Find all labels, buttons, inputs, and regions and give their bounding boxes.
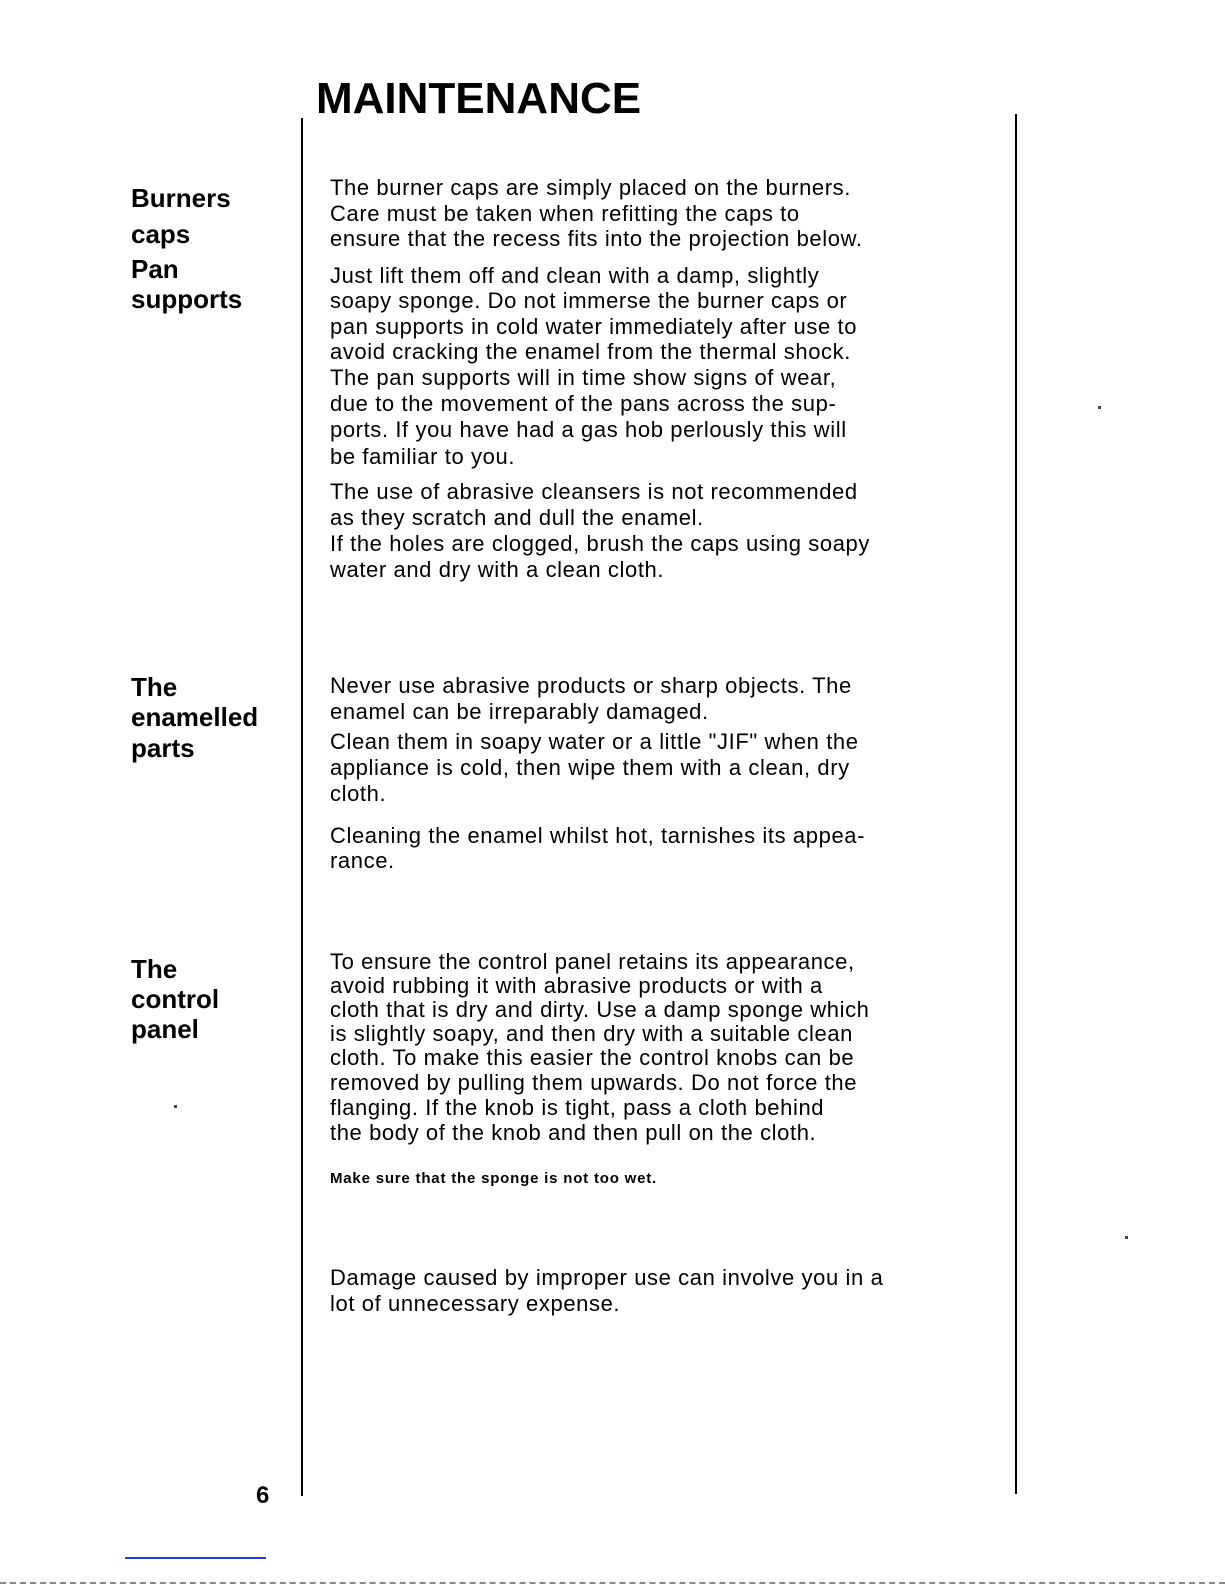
section-heading: panel	[131, 1014, 199, 1044]
note-text: Make sure that the sponge is not too wet.	[330, 1170, 657, 1187]
scan-speck	[1098, 406, 1101, 409]
paragraph-line: avoid cracking the enamel from the thermal shock.	[330, 339, 851, 364]
paragraph-line: due to the movement of the pans across the sup-	[330, 391, 837, 416]
paragraph-line: pan supports in cold water immediately after use to	[330, 314, 858, 339]
section-heading: Burners	[131, 183, 231, 213]
paragraph-line: The burner caps are simply placed on the burners.	[330, 175, 851, 200]
page-title: MAINTENANCE	[316, 74, 642, 123]
paragraph-line: as they scratch and dull the enamel.	[330, 505, 704, 530]
paragraph-line: the body of the knob and then pull on the cloth.	[330, 1120, 817, 1145]
paragraph-line: Damage caused by improper use can involve you in a	[330, 1265, 884, 1290]
paragraph-line: be familiar to you.	[330, 444, 516, 469]
paragraph-line: Care must be taken when refitting the caps to	[330, 201, 800, 226]
page-edge-divider	[0, 1582, 1225, 1584]
paragraph-line: lot of unnecessary expense.	[330, 1291, 621, 1316]
paragraph-line: ports. If you have had a gas hob perlously this will	[330, 417, 847, 442]
right-column-rule	[1015, 114, 1017, 1494]
paragraph-line: cloth.	[330, 781, 387, 806]
page-number: 6	[256, 1482, 270, 1509]
paragraph-line: ensure that the recess fits into the projection below.	[330, 226, 863, 251]
section-heading: The	[131, 672, 178, 702]
left-column-rule	[301, 118, 303, 1496]
paragraph-line: is slightly soapy, and then dry with a suitable clean	[330, 1021, 853, 1046]
section-heading: supports	[131, 284, 243, 314]
paragraph-line: rance.	[330, 848, 395, 873]
paragraph-line: The pan supports will in time show signs of wear,	[330, 365, 837, 390]
paragraph-line: To ensure the control panel retains its appearance,	[330, 949, 855, 974]
scan-speck	[174, 1105, 177, 1108]
section-heading: control	[131, 984, 220, 1014]
section-heading: parts	[131, 733, 195, 763]
section-heading: enamelled	[131, 702, 259, 732]
paragraph-line: The use of abrasive cleansers is not recommended	[330, 479, 858, 504]
paragraph-line: Cleaning the enamel whilst hot, tarnishes its appea-	[330, 823, 866, 848]
paragraph-line: appliance is cold, then wipe them with a clean, dry	[330, 755, 850, 780]
paragraph-line: cloth that is dry and dirty. Use a damp sponge which	[330, 997, 870, 1022]
section-heading: Pan	[131, 254, 179, 284]
paragraph-line: If the holes are clogged, brush the caps using soapy	[330, 531, 870, 556]
scan-speck	[1125, 1236, 1128, 1239]
paragraph-line: Never use abrasive products or sharp objects. The	[330, 673, 852, 698]
paragraph-line: removed by pulling them upwards. Do not force the	[330, 1070, 858, 1095]
paragraph-line: Just lift them off and clean with a damp, slightly	[330, 263, 820, 288]
section-heading: The	[131, 954, 178, 984]
paragraph-line: enamel can be irreparably damaged.	[330, 699, 709, 724]
paragraph-line: cloth. To make this easier the control knobs can be	[330, 1045, 855, 1070]
paragraph-line: flanging. If the knob is tight, pass a cloth behind	[330, 1095, 825, 1120]
paragraph-line: avoid rubbing it with abrasive products or with a	[330, 973, 823, 998]
paragraph-line: water and dry with a clean cloth.	[330, 557, 665, 582]
link-underline	[125, 1557, 266, 1559]
paragraph-line: soapy sponge. Do not immerse the burner caps or	[330, 288, 848, 313]
paragraph-line: Clean them in soapy water or a little "JIF" when the	[330, 729, 859, 754]
section-heading: caps	[131, 219, 191, 249]
